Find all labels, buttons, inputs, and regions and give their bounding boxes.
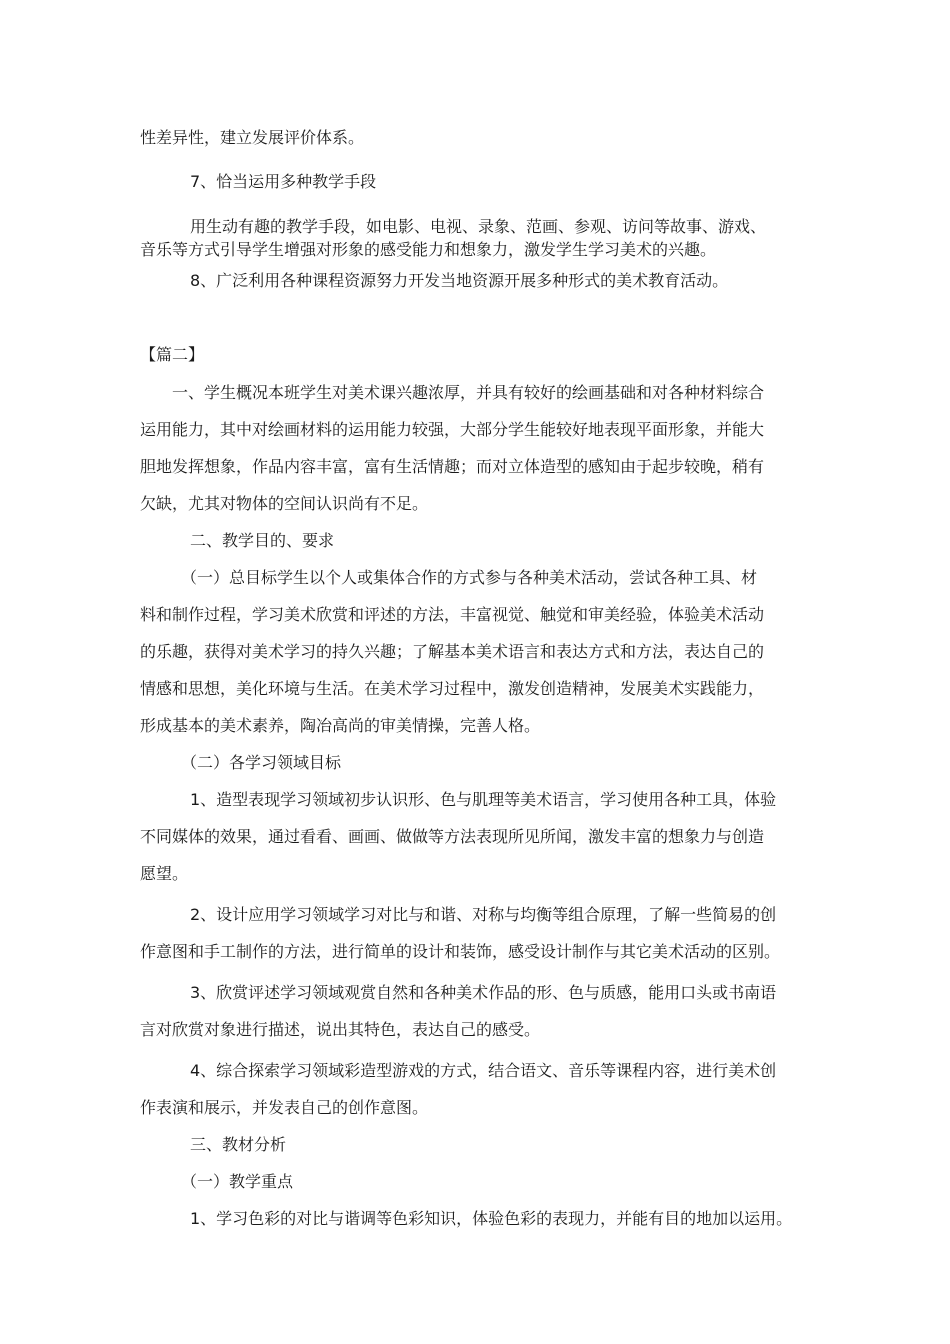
subsection-title: （一）教学重点 — [181, 1172, 294, 1191]
paragraph-line: 一、学生概况本班学生对美术课兴趣浓厚，并具有较好的绘画基础和对各种材料综合 — [172, 383, 765, 402]
item-7-title: 7、恰当运用多种教学手段 — [190, 172, 377, 191]
subsection-title: 三、教材分析 — [190, 1135, 287, 1154]
paragraph-line: 言对欣赏对象进行描述，说出其特色，表达自己的感受。 — [140, 1020, 541, 1039]
subsection-title: （二）各学习领域目标 — [181, 753, 342, 772]
subsection-title: 二、教学目的、要求 — [190, 531, 335, 550]
paragraph-line: 料和制作过程，学习美术欣赏和评述的方法，丰富视觉、触觉和审美经验，体验美术活动 — [140, 605, 765, 624]
paragraph-line: 作表演和展示，并发表自己的创作意图。 — [140, 1098, 429, 1117]
paragraph-line: 情感和思想，美化环境与生活。在美术学习过程中，激发创造精神，发展美术实践能力， — [140, 679, 765, 698]
paragraph-line: 性差异性，建立发展评价体系。 — [140, 128, 365, 147]
paragraph-line: 4、综合探索学习领域彩造型游戏的方式，结合语文、音乐等课程内容，进行美术创 — [190, 1061, 777, 1080]
paragraph-line: 音乐等方式引导学生增强对形象的感受能力和想象力，激发学生学习美术的兴趣。 — [140, 240, 717, 259]
paragraph-line: 作意图和手工制作的方法，进行简单的设计和装饰，感受设计制作与其它美术活动的区别。 — [140, 942, 781, 961]
paragraph-line: 愿望。 — [140, 864, 189, 883]
paragraph-line: （一）总目标学生以个人或集体合作的方式参与各种美术活动，尝试各种工具、材 — [181, 568, 758, 587]
paragraph-line: 不同媒体的效果，通过看看、画画、做做等方法表现所见所闻，激发丰富的想象力与创造 — [140, 827, 765, 846]
paragraph-line: 1、学习色彩的对比与谐调等色彩知识，体验色彩的表现力，并能有目的地加以运用。 — [190, 1209, 793, 1228]
paragraph-line: 的乐趣，获得对美术学习的持久兴趣；了解基本美术语言和表达方式和方法，表达自己的 — [140, 642, 765, 661]
paragraph-line: 2、设计应用学习领域学习对比与和谐、对称与均衡等组合原理，了解一些简易的创 — [190, 905, 777, 924]
paragraph-line: 3、欣赏评述学习领域观赏自然和各种美术作品的形、色与质感，能用口头或书南语 — [190, 983, 777, 1002]
paragraph-line: 欠缺，尤其对物体的空间认识尚有不足。 — [140, 494, 429, 513]
paragraph-line: 运用能力，其中对绘画材料的运用能力较强，大部分学生能较好地表现平面形象，并能大 — [140, 420, 765, 439]
paragraph-line: 用生动有趣的教学手段，如电影、电视、录象、范画、参观、访问等故事、游戏、 — [190, 217, 767, 236]
paragraph-line: 形成基本的美术素养，陶冶高尚的审美情操，完善人格。 — [140, 716, 541, 735]
paragraph-line: 1、造型表现学习领域初步认识形、色与肌理等美术语言，学习使用各种工具，体验 — [190, 790, 777, 809]
section-heading: 【篇二】 — [140, 345, 205, 364]
item-8: 8、广泛利用各种课程资源努力开发当地资源开展多种形式的美术教育活动。 — [190, 271, 729, 290]
paragraph-line: 胆地发挥想象，作品内容丰富，富有生活情趣；而对立体造型的感知由于起步较晚，稍有 — [140, 457, 765, 476]
